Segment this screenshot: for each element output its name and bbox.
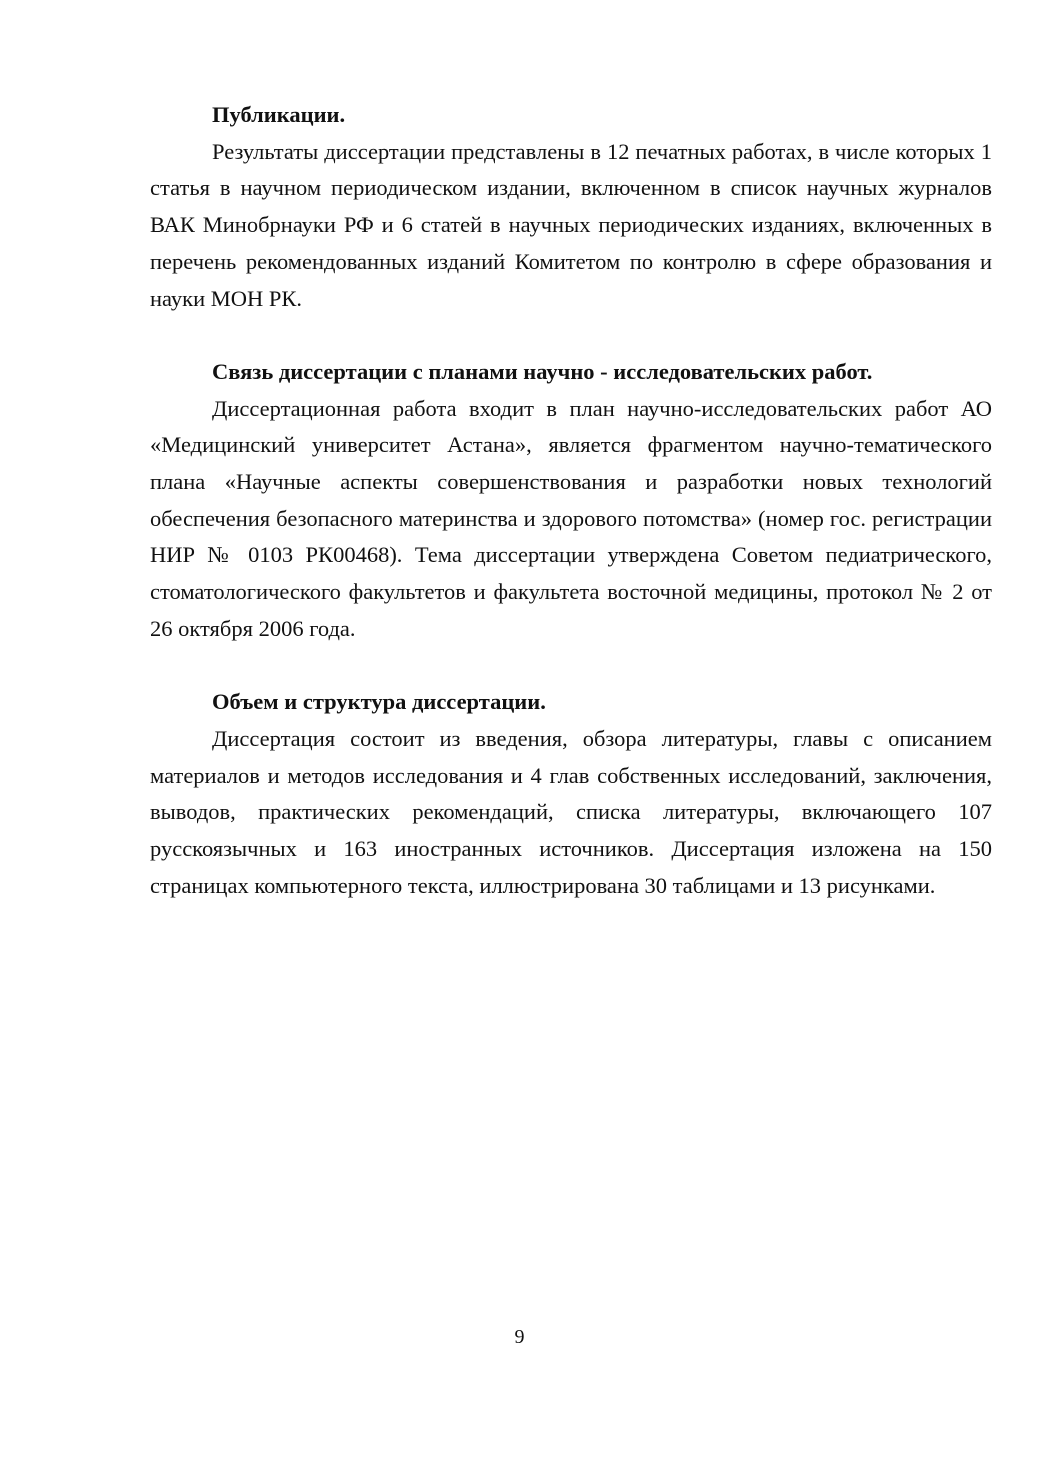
section-paragraph: Результаты диссертации представлены в 12 печатных работах, в числе которых 1 статья в научном периодическом издании, включенном в список научных журналов ВАК Минобрнауки РФ и 6 статей в научных периодических изданиях, включенных в перечень рекомендованных изданий Комитетом по контролю в сфере образования и науки МОН РК. [150, 138, 992, 311]
page-number: 9 [514, 1326, 525, 1348]
section-volume-and-structure [150, 684, 992, 904]
page-body [150, 97, 992, 941]
section-publications [150, 97, 992, 317]
section-research-plan-link [150, 354, 992, 648]
section-paragraph: Диссертация состоит из введения, обзора литературы, главы с описанием материалов и методов исследования и 4 глав собственных исследований, заключения, выводов, практических рекомендаций, списка литературы, включающего 107 русскоязычных и 163 иностранных источников. Диссертация изложена на 150 страницах компьютерного текста, иллюстрирована 30 таблицами и 13 рисунками. [150, 725, 992, 898]
section-heading: Связь диссертации с планами научно - исследовательских работ. [212, 358, 873, 384]
section-heading: Объем и структура диссертации. [212, 689, 546, 715]
section-paragraph: Диссертационная работа входит в план научно-исследовательских работ АО «Медицинский университет Астана», является фрагментом научно-тематического плана «Научные аспекты совершенствования и разработки новых технологий обеспечения безопасного материнства и здорового потомства» (номер гос. регистрации НИР № 0103 РК00468). Тема диссертации утверждена Советом педиатрического, стоматологического факультетов и факультета восточной медицины, протокол № 2 от 26 октября 2006 года. [150, 395, 992, 641]
section-heading: Публикации. [212, 102, 346, 127]
